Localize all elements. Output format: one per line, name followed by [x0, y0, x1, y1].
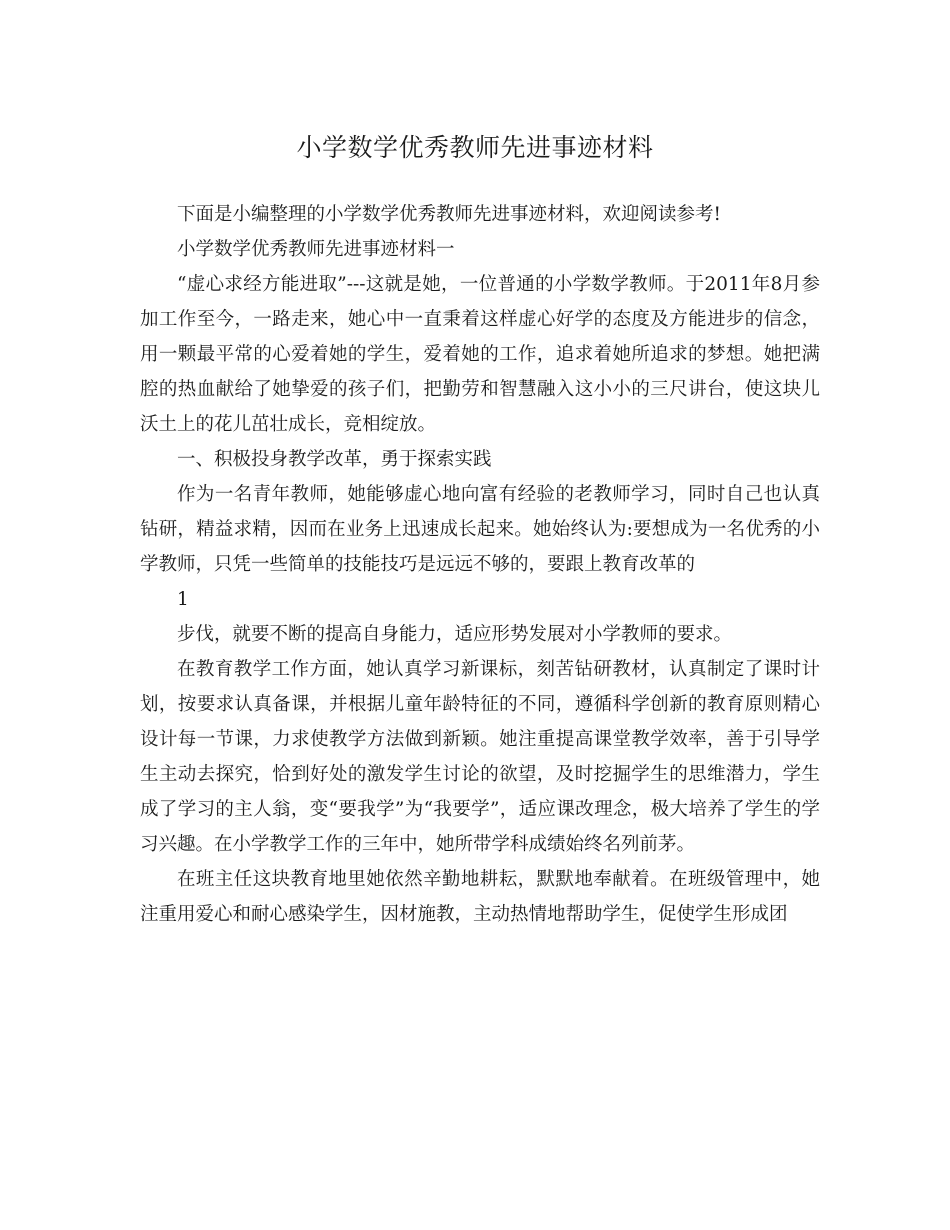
paragraph-1: “虚心求经方能进取”---这就是她，一位普通的小学数学教师。于2011年8月参加工作至今，一路走来，她心中一直秉着这样虚心好学的态度及方能进步的信念，用一颗最平常的心爱着她的学生，爱着她的工作，追求着她所追求的梦想。她把满腔的热血献给了她挚爱的孩子们，把勤劳和智慧融入这小小的三尺讲台，使这块儿沃土上的花儿茁壮成长，竞相绽放。: [140, 274, 820, 435]
page-number: 1: [177, 589, 189, 610]
paragraph-3: 步伐，就要不断的提高自身能力，适应形势发展对小学教师的要求。: [177, 624, 733, 645]
paragraph-2: 作为一名青年教师，她能够虚心地向富有经验的老教师学习，同时自己也认真钻研，精益求精，因而在业务上迅速成长起来。她始终认为:要想成为一名优秀的小学教师，只凭一些简单的技能技巧是远远不够的，要跟上教育改革的: [140, 484, 820, 575]
document-body: [140, 197, 820, 932]
paragraph-4: 在教育教学工作方面，她认真学习新课标，刻苦钻研教材，认真制定了课时计划，按要求认真备课，并根据儿童年龄特征的不同，遵循科学创新的教育原则精心设计每一节课，力求使教学方法做到新颖。她注重提高课堂教学效率，善于引导学生主动去探究，恰到好处的激发学生讨论的欲望，及时挖掘学生的思维潜力，学生成了学习的主人翁，变“要我学”为“我要学”，适应课改理念，极大培养了学生的学习兴趣。在小学教学工作的三年中，她所带学科成绩始终名列前茅。: [140, 659, 820, 855]
document-title: 小学数学优秀教师先进事迹材料: [296, 133, 654, 162]
section-heading-1: 一、积极投身教学改革，勇于探索实践: [177, 449, 492, 470]
paragraph-intro: 下面是小编整理的小学数学优秀教师先进事迹材料，欢迎阅读参考!: [177, 204, 721, 225]
paragraph-subtitle: 小学数学优秀教师先进事迹材料一: [177, 239, 455, 260]
paragraph-5: 在班主任这块教育地里她依然辛勤地耕耘，默默地奉献着。在班级管理中，她注重用爱心和耐心感染学生，因材施教，主动热情地帮助学生，促使学生形成团: [140, 869, 820, 925]
